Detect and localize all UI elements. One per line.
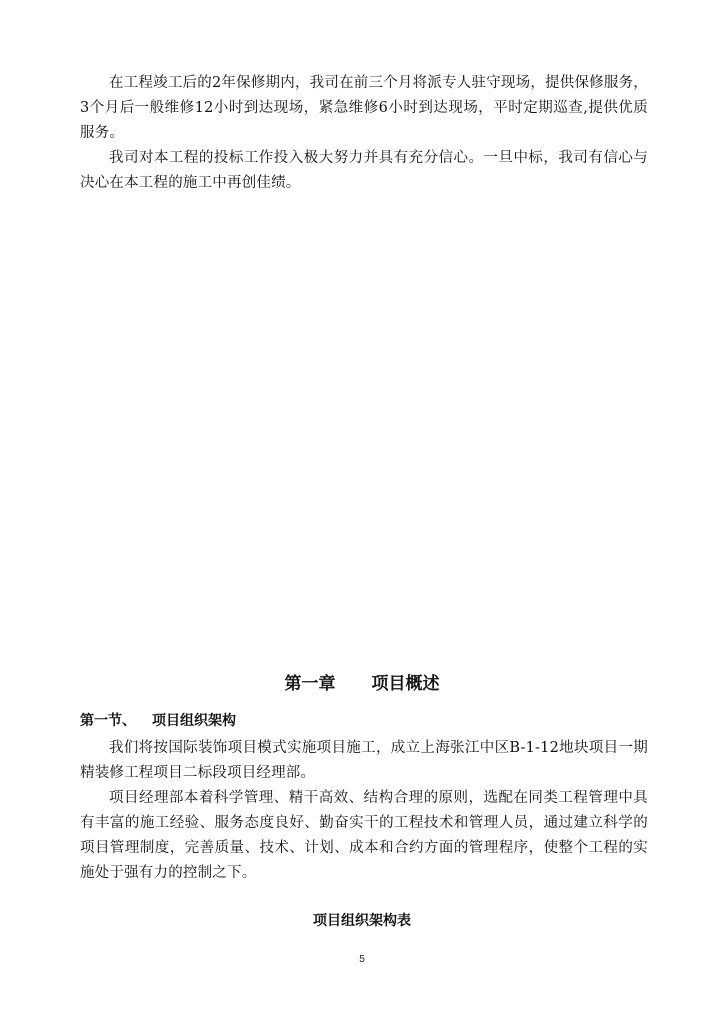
chapter-title: 项目概述	[371, 674, 440, 694]
section-title: 项目组织架构	[152, 713, 236, 729]
page-number: 5	[359, 954, 365, 965]
project-department-paragraph: 我们将按国际装饰项目模式实施项目施工，成立上海张江中区B-1-12地块项目一期精装修工程项目二标段项目经理部。	[80, 740, 648, 781]
table-caption: 项目组织架构表	[313, 913, 411, 929]
chapter-heading	[0, 669, 724, 694]
confidence-paragraph: 我司对本工程的投标工作投入极大努力并具有充分信心。一旦中标，我司有信心与决心在本工程的施工中再创佳绩。	[80, 150, 648, 191]
section-number: 第一节、	[80, 713, 136, 729]
management-principles-paragraph: 项目经理部本着科学管理、精干高效、结构合理的原则，选配在同类工程管理中具有丰富的施工经验、服务态度良好、勤奋实干的工程技术和管理人员，通过建立科学的项目管理制度，完善质量、技术、计划、成本和合约方面的管理程序，使整个工程的实施处于强有力的控制之下。	[80, 790, 648, 881]
chapter-number: 第一章	[284, 674, 336, 694]
section-heading	[80, 710, 236, 730]
warranty-paragraph: 在工程竣工后的2年保修期内，我司在前三个月将派专人驻守现场，提供保修服务，3个月后一般维修12小时到达现场，紧急维修6小时到达现场，平时定期巡查,提供优质服务。	[80, 75, 648, 141]
